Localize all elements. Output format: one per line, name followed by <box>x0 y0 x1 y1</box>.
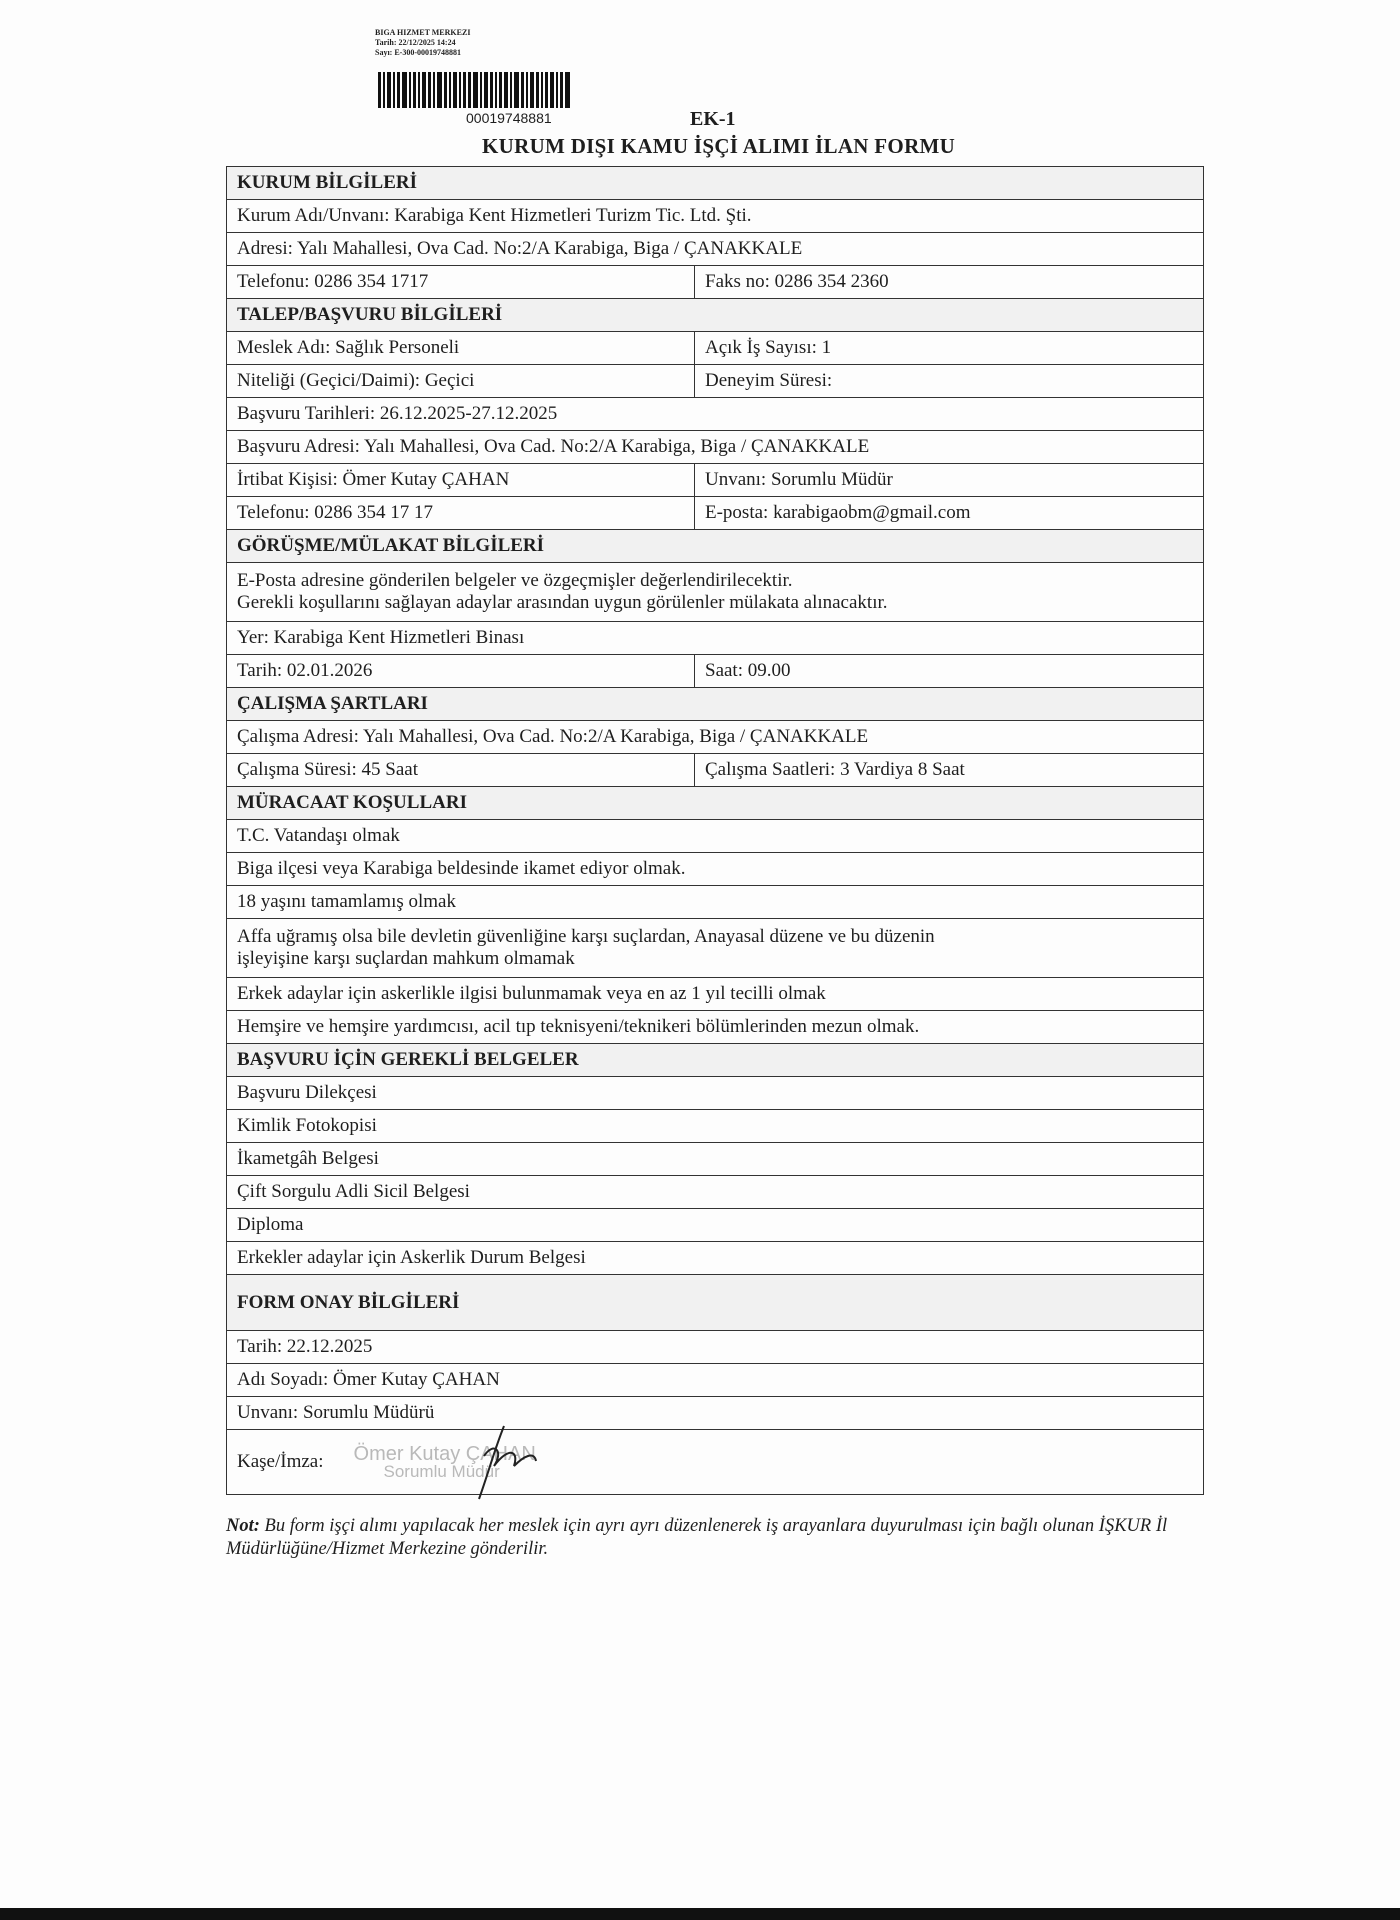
field-text: İkametgâh Belgesi <box>237 1148 379 1169</box>
section-header <box>227 299 1203 332</box>
section-header <box>227 1275 1203 1331</box>
footnote <box>226 1515 1216 1561</box>
line-1: E-Posta adresine gönderilen belgeler ve özgeçmişler değerlendirilecektir. <box>237 570 793 591</box>
barcode-bar <box>499 72 502 108</box>
form-row <box>227 1242 1203 1275</box>
form-table <box>226 166 1204 1495</box>
barcode-bar <box>565 72 570 108</box>
barcode-bar <box>480 72 482 108</box>
field-text: Başvuru Adresi: Yalı Mahallesi, Ova Cad. No:2/A Karabiga, Biga / ÇANAKKALE <box>237 436 870 457</box>
field-text: Kurum Adı/Unvanı: Karabiga Kent Hizmetleri Turizm Tic. Ltd. Şti. <box>237 205 752 226</box>
field-left: Telefonu: 0286 354 1717 <box>227 266 695 298</box>
signature-label: Kaşe/İmza: <box>237 1451 324 1472</box>
barcode-bar <box>468 72 471 108</box>
barcode <box>378 72 643 108</box>
barcode-bar <box>536 72 539 108</box>
form-row <box>227 1209 1203 1242</box>
field-right: Unvanı: Sorumlu Müdür <box>705 469 893 490</box>
field-right: Deneyim Süresi: <box>705 370 833 391</box>
field-text: MÜRACAAT KOŞULLARI <box>237 792 467 813</box>
field-text: Tarih: 22.12.2025 <box>237 1336 373 1357</box>
stamp-date: Tarih: 22/12/2025 14:24 <box>375 38 456 47</box>
form-row <box>227 497 1203 530</box>
field-text: Diploma <box>237 1214 304 1235</box>
form-row <box>227 721 1203 754</box>
line-1: Affa uğramış olsa bile devletin güvenliğine karşı suçlardan, Anayasal düzene ve bu düzenin <box>237 926 935 947</box>
barcode-bar <box>556 72 558 108</box>
form-row <box>227 754 1203 787</box>
barcode-bar <box>449 72 451 108</box>
scan-edge <box>0 1908 1400 1920</box>
annex-label: EK-1 <box>690 108 736 130</box>
barcode-bar <box>387 72 391 108</box>
form-row <box>227 332 1203 365</box>
barcode-bar <box>545 72 548 108</box>
field-left: İrtibat Kişisi: Ömer Kutay ÇAHAN <box>227 464 695 496</box>
form-row <box>227 1077 1203 1110</box>
barcode-bar <box>526 72 528 108</box>
note-label: Not: <box>226 1516 260 1536</box>
registry-stamp <box>375 28 470 58</box>
barcode-bar <box>530 72 534 108</box>
barcode-bar <box>402 72 407 108</box>
barcode-bar <box>550 72 554 108</box>
section-header <box>227 1044 1203 1077</box>
line-2: işleyişine karşı suçlardan mahkum olmamak <box>237 948 575 969</box>
note-text: Bu form işçi alımı yapılacak her meslek için ayrı ayrı düzenlenerek iş arayanlara duyurulması için bağlı olunan İŞKUR İl Müdürlüğüne/Hizmet Merkezine gönderilir. <box>226 1516 1168 1559</box>
field-text: ÇALIŞMA ŞARTLARI <box>237 693 428 714</box>
barcode-bar <box>413 72 416 108</box>
field-text: T.C. Vatandaşı olmak <box>237 825 400 846</box>
barcode-bar <box>409 72 411 108</box>
section-header <box>227 688 1203 721</box>
field-text: Adı Soyadı: Ömer Kutay ÇAHAN <box>237 1369 500 1390</box>
field-text: Başvuru Tarihleri: 26.12.2025-27.12.2025 <box>237 403 558 424</box>
form-row <box>227 563 1203 622</box>
field-text: Kimlik Fotokopisi <box>237 1115 377 1136</box>
form-row <box>227 431 1203 464</box>
barcode-bar <box>463 72 466 108</box>
section-header <box>227 530 1203 563</box>
field-text: FORM ONAY BİLGİLERİ <box>237 1291 460 1313</box>
field-left: Meslek Adı: Sağlık Personeli <box>227 332 695 364</box>
barcode-bar <box>397 72 400 108</box>
field-text: GÖRÜŞME/MÜLAKAT BİLGİLERİ <box>237 535 545 556</box>
field-left: Telefonu: 0286 354 17 17 <box>227 497 695 529</box>
form-row <box>227 919 1203 978</box>
field-text: Çalışma Adresi: Yalı Mahallesi, Ova Cad. No:2/A Karabiga, Biga / ÇANAKKALE <box>237 726 869 747</box>
barcode-bar <box>428 72 431 108</box>
barcode-bar <box>393 72 395 108</box>
field-text: Erkekler adaylar için Askerlik Durum Belgesi <box>237 1247 586 1268</box>
form-row <box>227 266 1203 299</box>
barcode-bar <box>433 72 435 108</box>
stamp-number: Sayı: E-300-00019748881 <box>375 48 461 57</box>
form-row <box>227 1110 1203 1143</box>
line-2: Gerekli koşullarını sağlayan adaylar arasından uygun görülenler mülakata alınacaktır. <box>237 592 888 613</box>
barcode-bar <box>484 72 488 108</box>
barcode-number: 00019748881 <box>466 110 552 126</box>
form-row <box>227 886 1203 919</box>
field-text: Başvuru Dilekçesi <box>237 1082 377 1103</box>
field-text: Biga ilçesi veya Karabiga beldesinde ikamet ediyor olmak. <box>237 858 686 879</box>
stamp-name: Ömer Kutay ÇAHAN <box>353 1442 536 1465</box>
barcode-bar <box>383 72 385 108</box>
barcode-bar <box>504 72 508 108</box>
field-text: 18 yaşını tamamlamış olmak <box>237 891 456 912</box>
field-left: Niteliği (Geçici/Daimi): Geçici <box>227 365 695 397</box>
form-row <box>227 1430 1203 1494</box>
form-row <box>227 853 1203 886</box>
field-left: Tarih: 02.01.2026 <box>227 655 695 687</box>
signature-stamp <box>354 1443 536 1482</box>
barcode-bar <box>437 72 442 108</box>
field-text: Adresi: Yalı Mahallesi, Ova Cad. No:2/A Karabiga, Biga / ÇANAKKALE <box>237 238 803 259</box>
barcode-bar <box>495 72 497 108</box>
barcode-bar <box>490 72 493 108</box>
field-text <box>227 570 1203 614</box>
barcode-bar <box>510 72 512 108</box>
field-right: Faks no: 0286 354 2360 <box>705 271 889 292</box>
field-right: E-posta: karabigaobm@gmail.com <box>705 502 971 523</box>
field-left: Çalışma Süresi: 45 Saat <box>227 754 695 786</box>
barcode-bar <box>422 72 426 108</box>
signature-scribble-icon <box>464 1421 544 1501</box>
section-header <box>227 167 1203 200</box>
field-text: Çift Sorgulu Adli Sicil Belgesi <box>237 1181 470 1202</box>
form-title: KURUM DIŞI KAMU İŞÇİ ALIMI İLAN FORMU <box>482 134 956 158</box>
form-row <box>227 622 1203 655</box>
form-row <box>227 1176 1203 1209</box>
form-row <box>227 978 1203 1011</box>
field-text: Hemşire ve hemşire yardımcısı, acil tıp teknisyeni/teknikeri bölümlerinden mezun olmak. <box>237 1016 920 1037</box>
form-row <box>227 1011 1203 1044</box>
section-header <box>227 787 1203 820</box>
barcode-bar <box>418 72 420 108</box>
field-text: Unvanı: Sorumlu Müdürü <box>237 1402 435 1423</box>
barcode-bar <box>473 72 478 108</box>
field-right: Çalışma Saatleri: 3 Vardiya 8 Saat <box>705 759 965 780</box>
stamp-title: Sorumlu Müdür <box>383 1461 500 1481</box>
field-right: Saat: 09.00 <box>705 660 791 681</box>
form-row <box>227 398 1203 431</box>
field-text: KURUM BİLGİLERİ <box>237 172 417 193</box>
form-row <box>227 200 1203 233</box>
field-text <box>227 926 1203 970</box>
signature-field <box>227 1443 1203 1482</box>
form-row <box>227 464 1203 497</box>
field-text: Yer: Karabiga Kent Hizmetleri Binası <box>237 627 525 648</box>
barcode-bar <box>453 72 457 108</box>
form-row <box>227 1331 1203 1364</box>
form-row <box>227 1143 1203 1176</box>
field-right: Açık İş Sayısı: 1 <box>705 337 832 358</box>
field-text: BAŞVURU İÇİN GEREKLİ BELGELER <box>237 1049 579 1070</box>
field-text: TALEP/BAŞVURU BİLGİLERİ <box>237 304 503 325</box>
stamp-office: BIGA HIZMET MERKEZI <box>375 28 471 37</box>
barcode-bar <box>560 72 563 108</box>
barcode-bar <box>378 72 381 108</box>
form-row <box>227 1364 1203 1397</box>
form-row <box>227 820 1203 853</box>
form-row <box>227 365 1203 398</box>
barcode-bar <box>459 72 461 108</box>
form-row <box>227 655 1203 688</box>
barcode-bar <box>444 72 447 108</box>
form-row <box>227 1397 1203 1430</box>
barcode-bar <box>514 72 519 108</box>
barcode-bar <box>521 72 524 108</box>
field-text: Erkek adaylar için askerlikle ilgisi bulunmamak veya en az 1 yıl tecilli olmak <box>237 983 826 1004</box>
barcode-bar <box>541 72 543 108</box>
form-row <box>227 233 1203 266</box>
